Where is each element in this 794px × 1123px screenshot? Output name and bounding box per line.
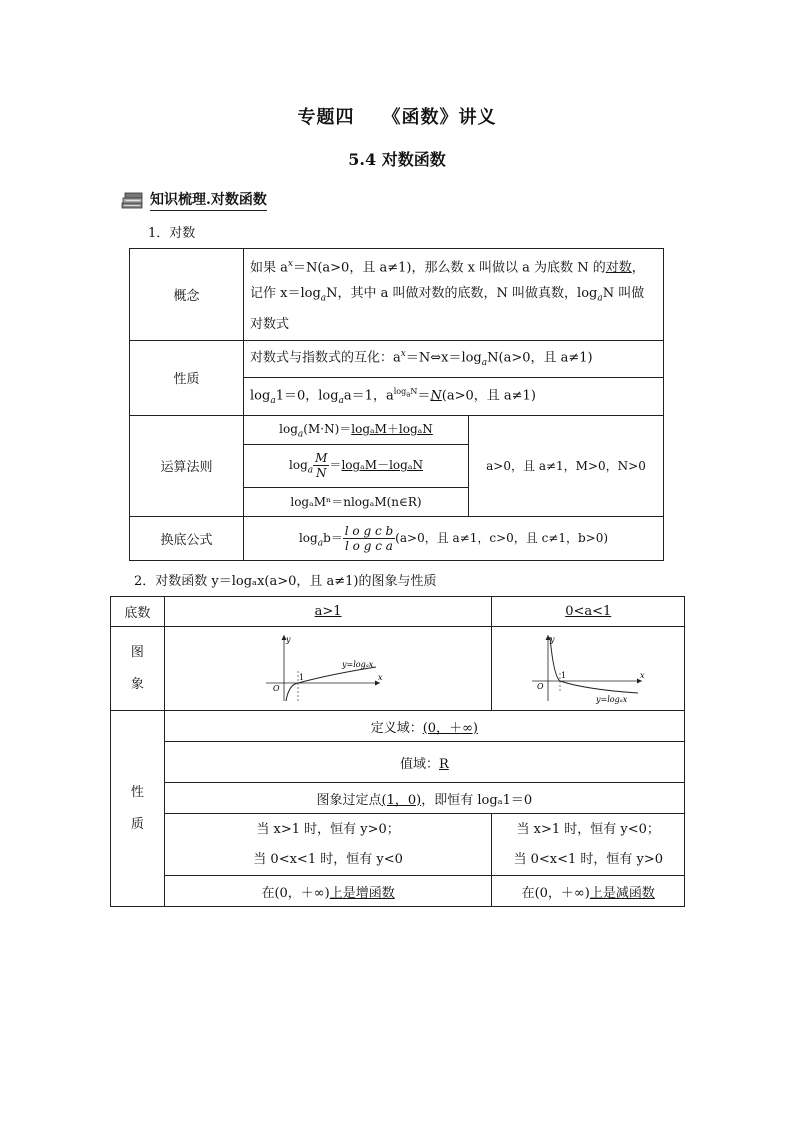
part1-heading: 1．对数 <box>148 226 196 241</box>
row-graph-label: 图 象 <box>111 627 165 711</box>
property-row-1: 对数式与指数式的互化：$a^x=N\Leftrightarrow x=\log_aN(a>0$，且 a≠1) <box>244 340 664 377</box>
monotonic-left: 在(0，＋∞)上是增函数 <box>164 876 492 907</box>
domain-row: 定义域：(0，＋∞) <box>164 711 684 742</box>
svg-text:y=logₐx: y=logₐx <box>596 694 628 704</box>
svg-text:y: y <box>550 634 555 644</box>
concept-label: 概念 <box>130 249 244 341</box>
svg-text:y: y <box>286 634 291 644</box>
graph-decreasing <box>492 627 685 711</box>
graph-log-increasing <box>258 629 398 705</box>
graph-increasing <box>164 627 492 711</box>
section-heading <box>120 188 267 212</box>
title-topic: 专题四 <box>297 107 355 128</box>
log-function-table <box>110 596 685 907</box>
section-label: 知识梳理.对数函数 <box>150 190 267 211</box>
property-row-2: $\log_a1=0$，$\log_aa=1$，$a^{log_aN}=N(a>0$，且 a≠1) <box>244 377 664 415</box>
rules-condition: a>0，且 a≠1，M>0，N>0 <box>469 415 664 516</box>
rules-label: 运算法则 <box>130 415 244 516</box>
svg-text:1: 1 <box>299 672 305 682</box>
page-subtitle: 5.4 对数函数 <box>348 150 446 169</box>
graph-log-decreasing <box>528 629 648 705</box>
col-a-lt-1: 0<a<1 <box>492 597 685 627</box>
rule-quotient: $\log_a$ $\frac{M}{N}$ ＝logₐM－logₐN <box>244 444 468 487</box>
col-a-gt-1: a>1 <box>164 597 492 627</box>
svg-text:x: x <box>640 670 645 680</box>
fixed-point-row: 图象过定点(1，0)，即恒有 logₐ1＝0 <box>164 783 684 814</box>
part2-heading: 2．对数函数 y＝logₐx(a>0，且 a≠1)的图象与性质 <box>134 574 437 589</box>
row-property-label: 性 质 <box>111 711 165 907</box>
svg-text:O: O <box>273 683 280 693</box>
title-name: 《函数》讲义 <box>382 107 497 128</box>
svg-text:x: x <box>378 672 383 682</box>
sign-left: 当 x>1 时，恒有 y>0； 当 0<x<1 时，恒有 y<0 <box>164 814 492 876</box>
svg-text:y=logₐx: y=logₐx <box>342 659 374 669</box>
range-row: 值域：R <box>164 742 684 783</box>
rule-product: $\log_a(M\cdot N)=\log_aM+\log_aN$ <box>244 416 468 445</box>
change-base-formula: $\log_ab=$ $\frac{\text{l o g c b}}{\text{l o g c a}}$ (a>0，且 a≠1，c>0，且 c≠1，b>0) <box>244 516 664 560</box>
books-icon <box>120 190 146 210</box>
logarithm-table <box>129 248 664 561</box>
svg-text:1: 1 <box>561 670 567 680</box>
property-label: 性质 <box>130 340 244 415</box>
concept-text: 如果 $a^x=N(a>0$，且 a≠1)，那么数 x 叫做以 a 为底数 N 的对数，记作 $x=\log_aN$，其中 a 叫做对数的底数，N 叫做真数，$\log_aN$ 叫做对数式 <box>244 249 664 341</box>
page-title <box>0 103 794 129</box>
svg-text:O: O <box>537 681 544 691</box>
change-base-label: 换底公式 <box>130 516 244 560</box>
rules-formulas <box>244 415 469 516</box>
col-base: 底数 <box>111 597 165 627</box>
rule-power: logₐMⁿ＝nlogₐM(n∈R) <box>290 495 422 510</box>
monotonic-right: 在(0，＋∞)上是减函数 <box>492 876 685 907</box>
sign-right: 当 x>1 时，恒有 y<0； 当 0<x<1 时，恒有 y>0 <box>492 814 685 876</box>
